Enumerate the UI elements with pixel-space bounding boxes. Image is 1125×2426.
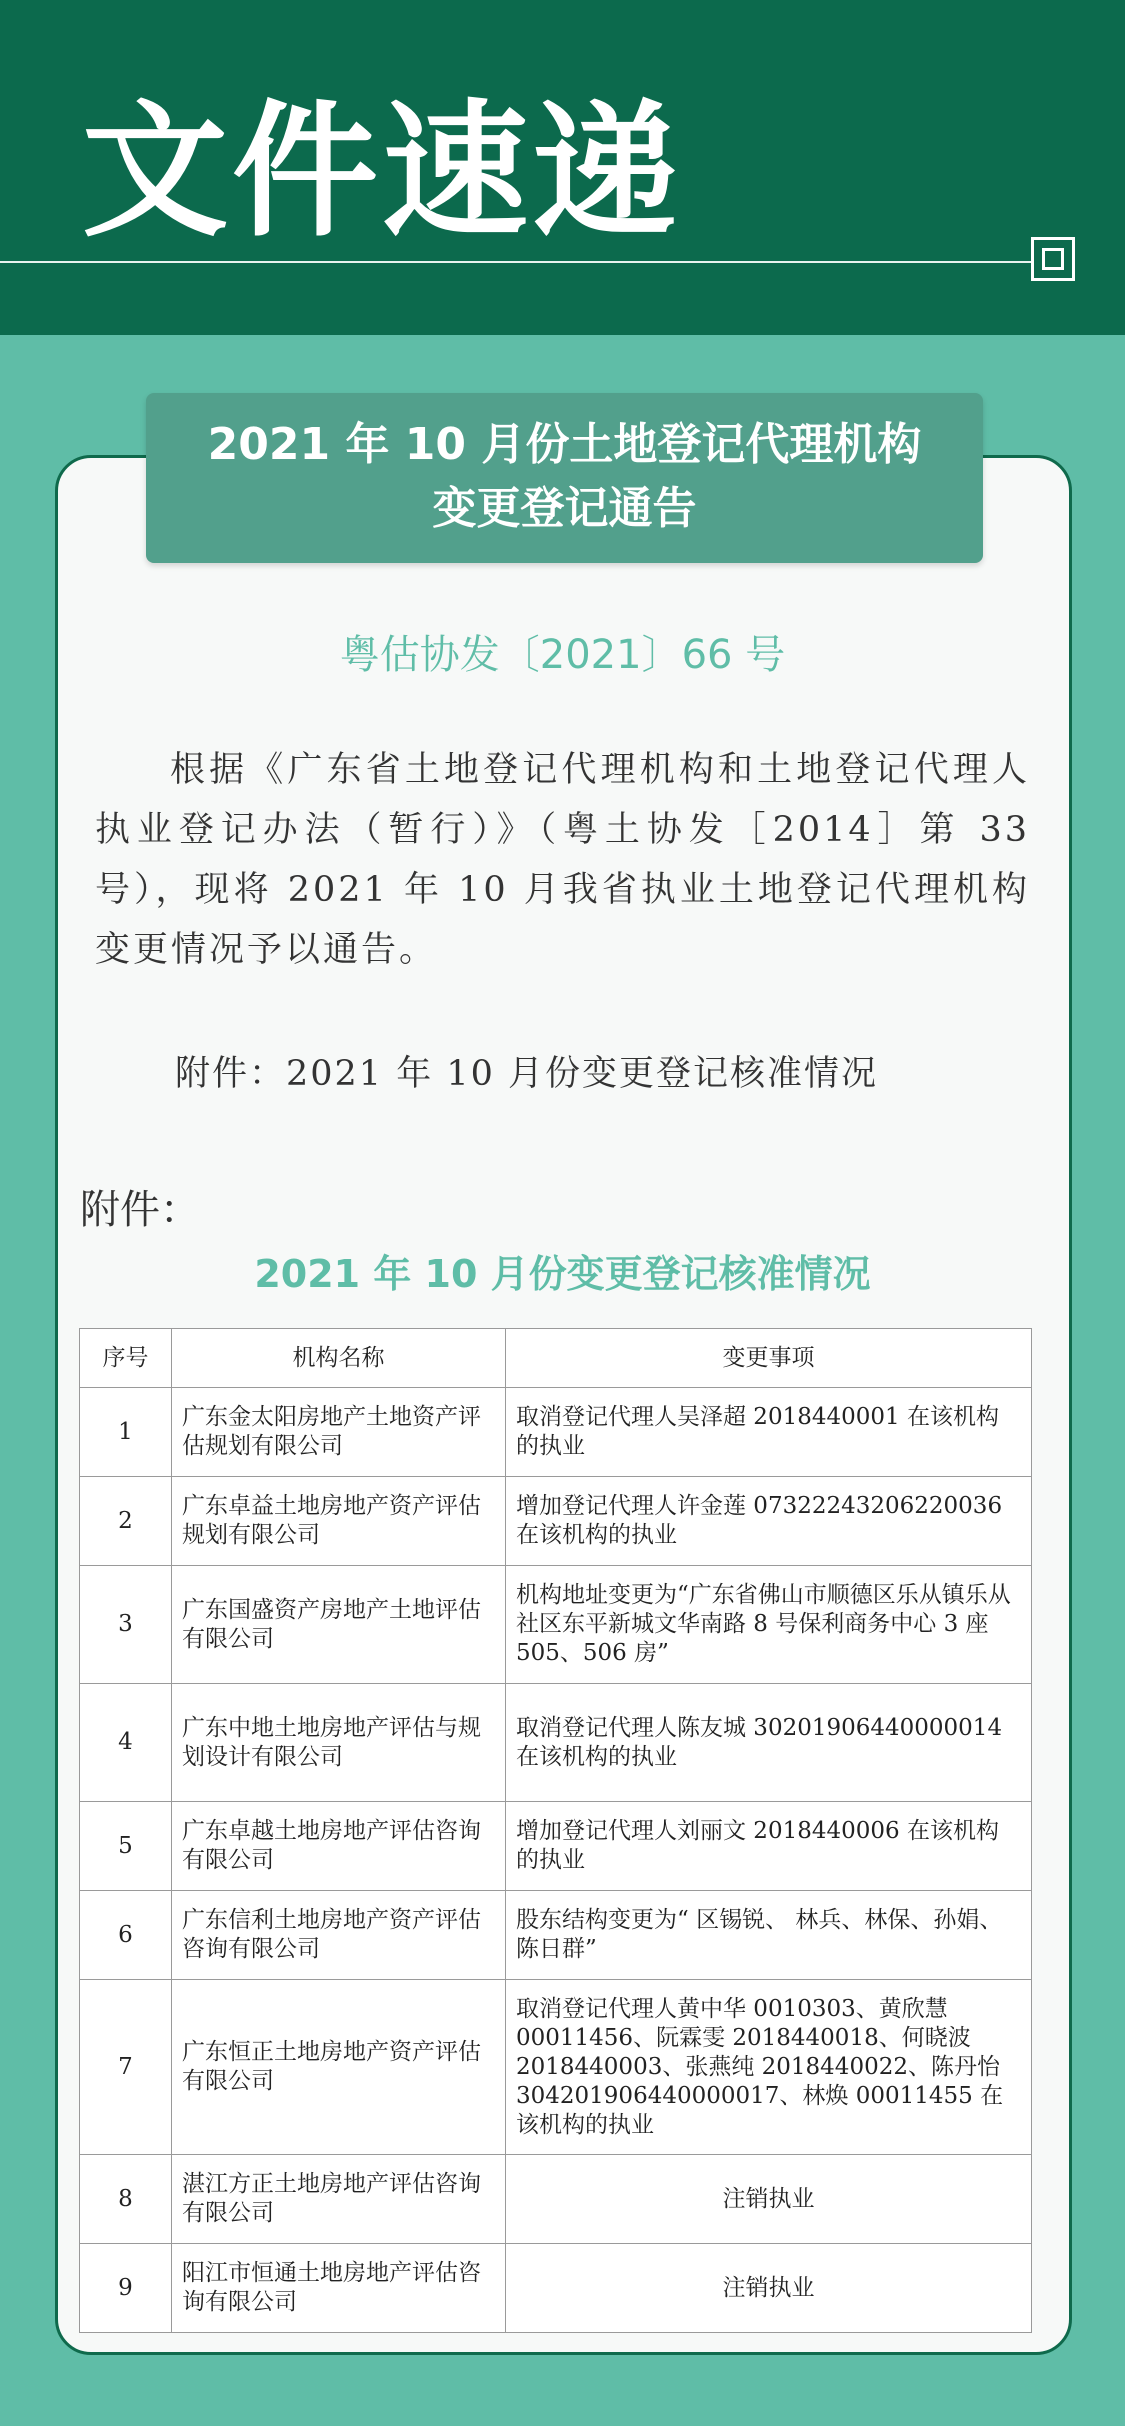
- change-description: 股东结构变更为“ 区锡锐、 林兵、林保、孙娟、陈日群”: [506, 1891, 1032, 1980]
- organization-name: 广东金太阳房地产土地资产评估规划有限公司: [172, 1388, 506, 1477]
- change-description: 注销执业: [506, 2244, 1032, 2333]
- banner-divider: [0, 261, 1032, 263]
- change-description: 机构地址变更为“广东省佛山市顺德区乐从镇乐从社区东平新城文华南路 8 号保利商务中心 3 座 505、506 房”: [506, 1566, 1032, 1684]
- header-banner: [0, 0, 1125, 335]
- table-row: [80, 2155, 1032, 2244]
- change-description: 取消登记代理人陈友城 30201906440000014 在该机构的执业: [506, 1684, 1032, 1802]
- organization-name: 广东卓益土地房地产资产评估规划有限公司: [172, 1477, 506, 1566]
- approval-table: [79, 1328, 1032, 2333]
- square-frame-icon: [1031, 237, 1075, 281]
- attachment-label: 附件：: [80, 1187, 200, 1233]
- change-description: 取消登记代理人黄中华 0010303、黄欣慧 00011456、阮霖雯 2018440018、何晓波 2018440003、张燕纯 2018440022、陈丹怡 304201906440000017、林焕 00011455 在该机构的执业: [506, 1980, 1032, 2155]
- table-row: [80, 1477, 1032, 1566]
- column-header-number: 序号: [80, 1329, 172, 1388]
- notice-title-box: [146, 393, 983, 563]
- table-row: [80, 1566, 1032, 1684]
- organization-name: 湛江方正土地房地产评估咨询有限公司: [172, 2155, 506, 2244]
- column-header-organization: 机构名称: [172, 1329, 506, 1388]
- row-number: 3: [80, 1566, 172, 1684]
- table-row: [80, 1980, 1032, 2155]
- row-number: 1: [80, 1388, 172, 1477]
- organization-name: 广东中地土地房地产评估与规划设计有限公司: [172, 1684, 506, 1802]
- change-description: 取消登记代理人吴泽超 2018440001 在该机构的执业: [506, 1388, 1032, 1477]
- table-row: [80, 1684, 1032, 1802]
- notice-title-line-2: 变更登记通告: [432, 483, 697, 534]
- row-number: 8: [80, 2155, 172, 2244]
- organization-name: 广东恒正土地房地产资产评估有限公司: [172, 1980, 506, 2155]
- row-number: 7: [80, 1980, 172, 2155]
- attachment-reference: 附件：2021 年 10 月份变更登记核准情况: [175, 1054, 878, 1094]
- table-row: [80, 1388, 1032, 1477]
- organization-name: 广东国盛资产房地产土地评估有限公司: [172, 1566, 506, 1684]
- row-number: 6: [80, 1891, 172, 1980]
- notice-body-text: 根据《广东省土地登记代理机构和土地登记代理人执业登记办法（暂行）》（粤土协发［2014］第 33 号），现将 2021 年 10 月我省执业土地登记代理机构变更情况予以通告。: [95, 750, 1030, 970]
- banner-title: 文件速递: [82, 86, 682, 257]
- change-description: 注销执业: [506, 2155, 1032, 2244]
- row-number: 2: [80, 1477, 172, 1566]
- table-row: [80, 1891, 1032, 1980]
- row-number: 4: [80, 1684, 172, 1802]
- table-row: [80, 1802, 1032, 1891]
- notice-title-line-1: 2021 年 10 月份土地登记代理机构: [207, 419, 922, 470]
- table-header-row: [80, 1329, 1032, 1388]
- column-header-change: 变更事项: [506, 1329, 1032, 1388]
- document-number: 粤估协发〔2021〕66 号: [339, 632, 786, 678]
- row-number: 5: [80, 1802, 172, 1891]
- change-description: 增加登记代理人刘丽文 2018440006 在该机构的执业: [506, 1802, 1032, 1891]
- organization-name: 广东信利土地房地产资产评估咨询有限公司: [172, 1891, 506, 1980]
- table-row: [80, 2244, 1032, 2333]
- table-title: 2021 年 10 月份变更登记核准情况: [254, 1252, 871, 1296]
- organization-name: 阳江市恒通土地房地产评估咨询有限公司: [172, 2244, 506, 2333]
- change-description: 增加登记代理人许金莲 07322243206220036 在该机构的执业: [506, 1477, 1032, 1566]
- organization-name: 广东卓越土地房地产评估咨询有限公司: [172, 1802, 506, 1891]
- row-number: 9: [80, 2244, 172, 2333]
